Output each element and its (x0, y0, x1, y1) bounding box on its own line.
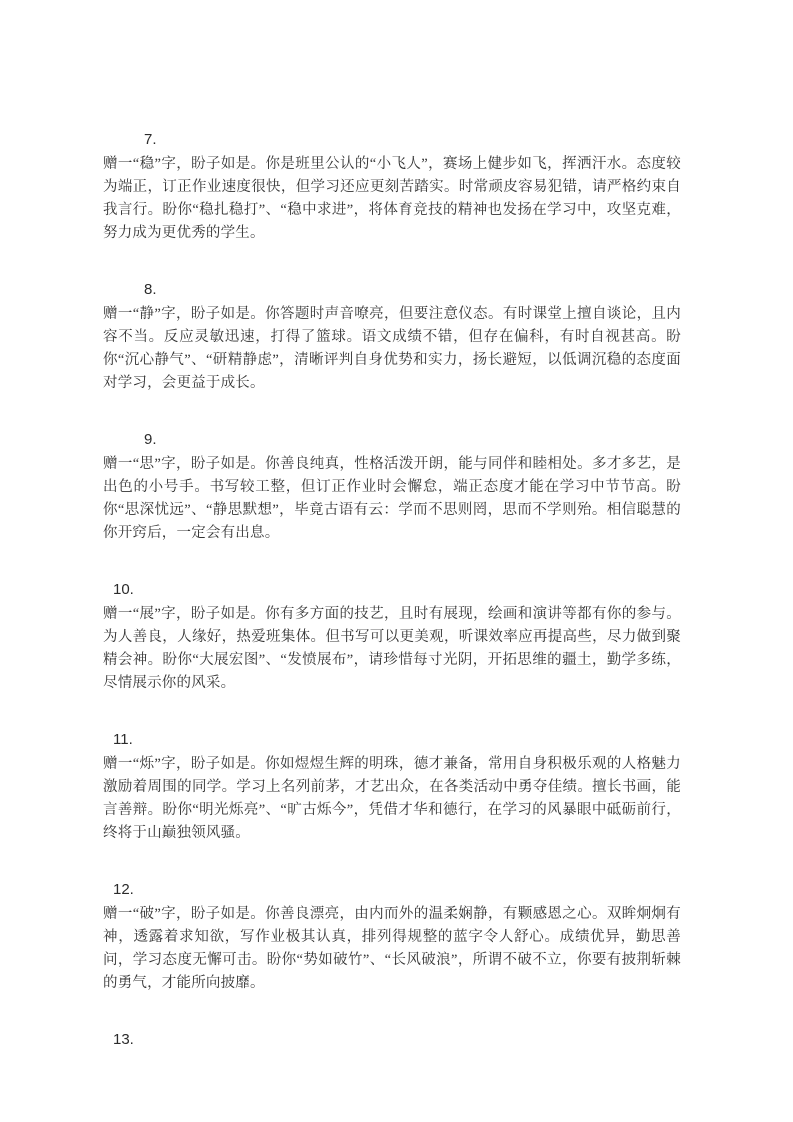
comment-section-10 (103, 578, 681, 695)
section-text: 赠一“烁”字，盼子如是。你如煜煜生辉的明珠，德才兼备，常用自身积极乐观的人格魅力激励着周围的同学。学习上名列前茅，才艺出众，在各类活动中勇夺佳绩。擅长书画，能言善辩。盼你“明光烁亮”、“旷古烁今”，凭借才华和德行，在学习的风暴眼中砥砺前行，终将于山巅独领风骚。 (103, 756, 681, 841)
comment-section-11 (103, 728, 681, 845)
section-number: 10. (113, 581, 134, 598)
section-number: 12. (113, 881, 134, 898)
comment-section-9 (103, 428, 681, 545)
comment-section-13 (103, 1028, 681, 1051)
section-text: 赠一“展”字，盼子如是。你有多方面的技艺，且时有展现，绘画和演讲等都有你的参与。为人善良，人缘好，热爱班集体。但书写可以更美观，听课效率应再提高些，尽力做到聚精会神。盼你“大展宏图”、“发愤展布”，请珍惜每寸光阴，开拓思维的疆土，勤学多练，尽情展示你的风采。 (103, 606, 681, 691)
section-text: 赠一“破”字，盼子如是。你善良漂亮，由内而外的温柔娴静，有颗感恩之心。双眸炯炯有神，透露着求知欲，写作业极其认真，排列得规整的蓝字令人舒心。成绩优异，勤思善问，学习态度无懈可击。盼你“势如破竹”、“长风破浪”，所谓不破不立，你要有披荆斩棘的勇气，才能所向披靡。 (103, 906, 681, 991)
section-number: 13. (113, 1031, 134, 1048)
document-content (103, 128, 681, 1084)
section-text: 赠一“稳”字，盼子如是。你是班里公认的“小飞人”，赛场上健步如飞，挥洒汗水。态度较为端正，订正作业速度很快，但学习还应更刻苦踏实。时常顽皮容易犯错，请严格约束自我言行。盼你“稳扎稳打”、“稳中求进”，将体育竞技的精神也发扬在学习中，攻坚克难，努力成为更优秀的学生。 (103, 156, 681, 241)
comment-section-7 (103, 128, 681, 245)
comment-section-12 (103, 878, 681, 995)
section-number: 11. (113, 731, 133, 748)
comment-section-8 (103, 278, 681, 395)
section-number: 8. (144, 281, 157, 298)
section-text: 赠一“思”字，盼子如是。你善良纯真，性格活泼开朗，能与同伴和睦相处。多才多艺，是出色的小号手。书写较工整，但订正作业时会懈怠，端正态度才能在学习中节节高。盼你“思深忧远”、“静思默想”，毕竟古语有云：学而不思则罔，思而不学则殆。相信聪慧的你开窍后，一定会有出息。 (103, 456, 681, 541)
section-text: 赠一“静”字，盼子如是。你答题时声音嘹亮，但要注意仪态。有时课堂上擅自谈论，且内容不当。反应灵敏迅速，打得了篮球。语文成绩不错，但存在偏科，有时自视甚高。盼你“沉心静气”、“研精静虑”，清晰评判自身优势和实力，扬长避短，以低调沉稳的态度面对学习，会更益于成长。 (103, 306, 681, 391)
section-number: 9. (144, 431, 157, 448)
section-number: 7. (144, 131, 157, 148)
